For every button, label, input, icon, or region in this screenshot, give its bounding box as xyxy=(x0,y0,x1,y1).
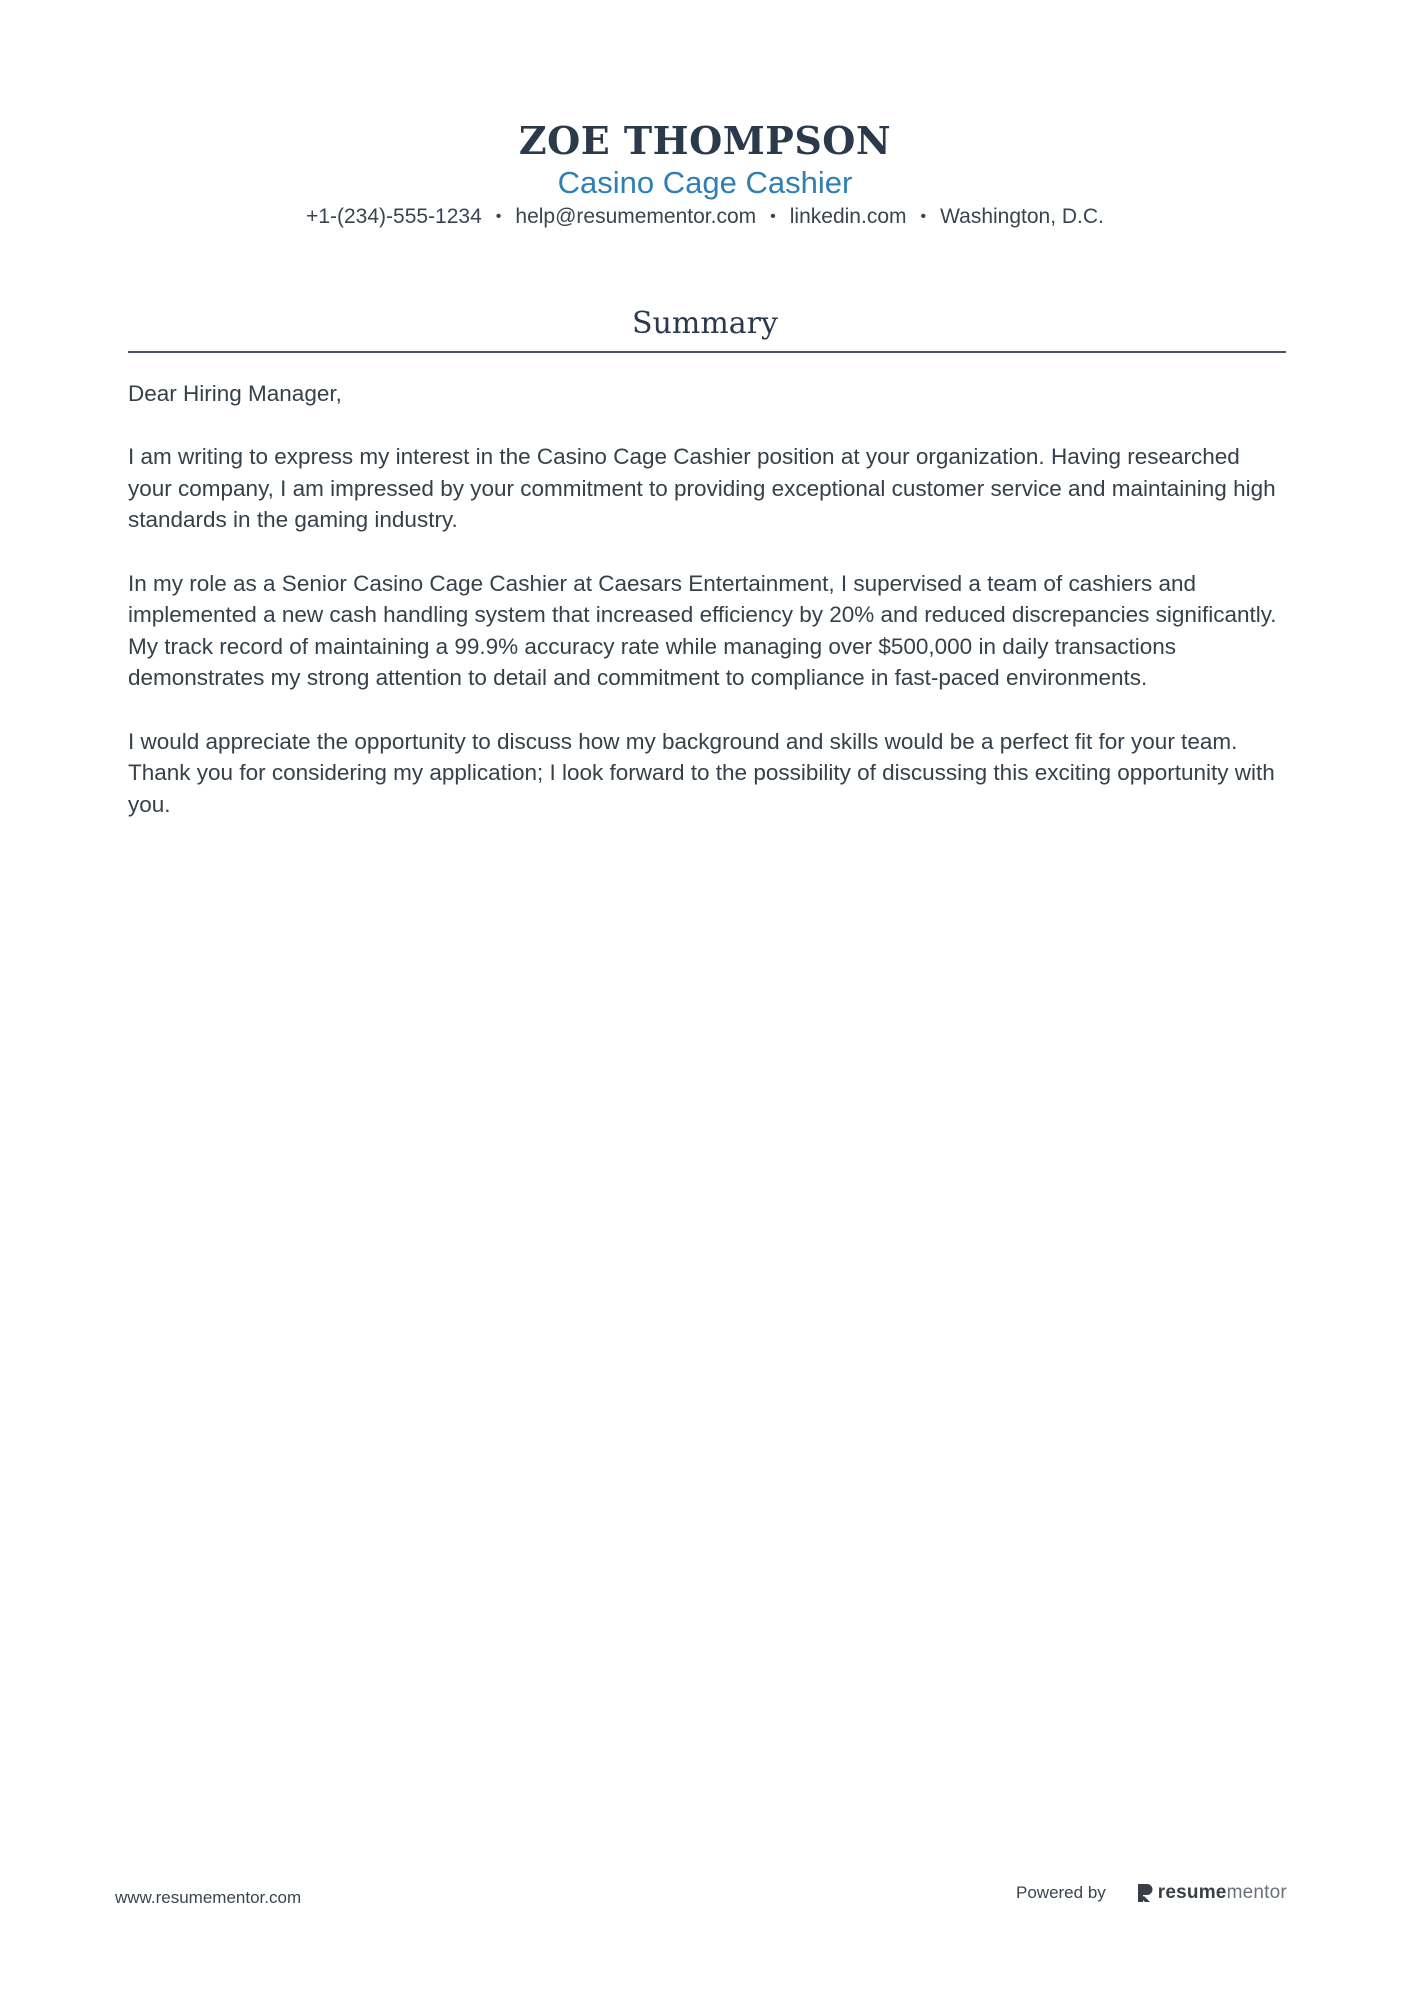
job-title: Casino Cage Cashier xyxy=(557,165,853,200)
contact-location: Washington, D.C. xyxy=(940,205,1104,228)
contact-separator: • xyxy=(920,208,927,225)
contact-email[interactable]: help@resumementor.com xyxy=(515,205,757,228)
summary-heading: Summary xyxy=(632,306,778,341)
resumementor-logo[interactable] xyxy=(1136,1882,1287,1904)
logo-wordmark-bold: resume xyxy=(1157,1882,1227,1903)
powered-by-label: Powered by xyxy=(1016,1883,1106,1902)
paragraph-intro: I am writing to express my interest in the Casino Cage Cashier position at your organization. Having researched your company, I am impressed by your commitment to providing exceptional customer service and maintaining high standards in the gaming industry. xyxy=(128,444,1276,533)
footer-branding xyxy=(1016,1882,1287,1904)
contact-linkedin[interactable]: linkedin.com xyxy=(789,205,907,228)
paragraph-experience: In my role as a Senior Casino Cage Cashier at Caesars Entertainment, I supervised a team of cashiers and implemented a new cash handling system that increased efficiency by 20% and reduced discrepancies significantly. My track record of maintaining a 99.9% accuracy rate while managing over $500,000 in daily transactions demonstrates my strong attention to detail and commitment to compliance in fast-paced environments. xyxy=(128,570,1277,691)
section-divider xyxy=(128,351,1286,353)
contact-phone: +1-(234)-555-1234 xyxy=(306,205,482,228)
letter-body xyxy=(128,378,1288,852)
contact-line xyxy=(0,202,1410,232)
contact-separator: • xyxy=(770,208,776,225)
footer-website[interactable]: www.resumementor.com xyxy=(115,1888,302,1907)
contact-separator: • xyxy=(495,208,502,225)
paragraph-closing: I would appreciate the opportunity to discuss how my background and skills would be a perfect fit for your team. Thank you for considering my application; I look forward to the possibility of discussing this exciting opportunity with you. xyxy=(128,728,1275,817)
header xyxy=(0,118,1410,232)
greeting: Dear Hiring Manager, xyxy=(128,381,342,406)
logo-wordmark xyxy=(1158,1882,1287,1904)
resumementor-logo-icon xyxy=(1136,1882,1154,1904)
logo-wordmark-light: mentor xyxy=(1226,1882,1287,1903)
candidate-name: ZOE THOMPSON xyxy=(518,118,892,163)
